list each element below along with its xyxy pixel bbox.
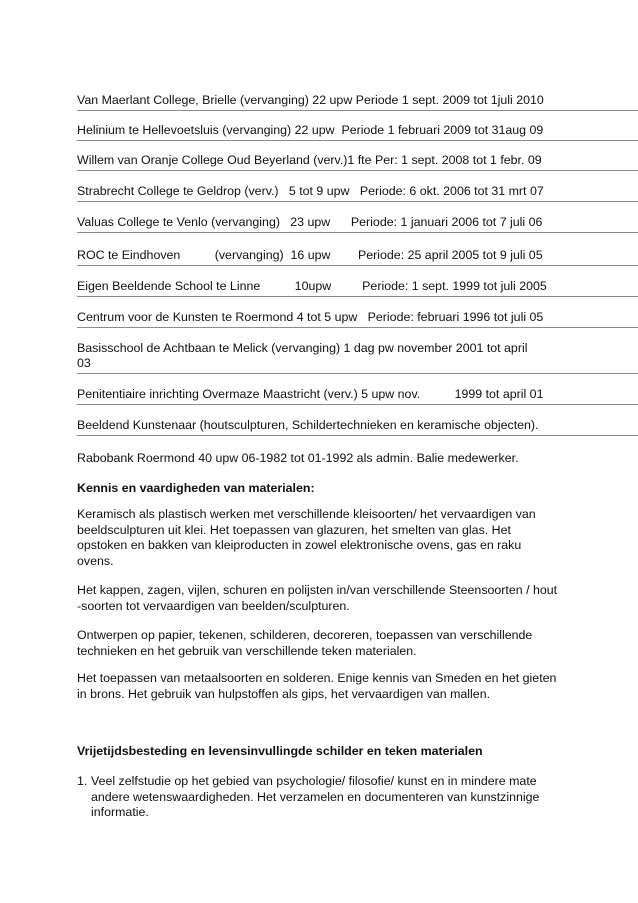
divider <box>77 170 638 171</box>
skills-paragraph: Ontwerpen op papier, tekenen, schilderen, decoreren, toepassen van verschillende technieken en het gebruik van verschillende teken materialen. <box>77 628 533 658</box>
experience-line: Eigen Beeldende School te Linne 10upw Periode: 1 sept. 1999 tot juli 2005 <box>77 279 547 293</box>
experience-line: Strabrecht College te Geldrop (verv.) 5 tot 9 upw Periode: 6 okt. 2006 tot 31 mrt 07 <box>77 184 544 198</box>
divider <box>77 373 638 374</box>
experience-line: Centrum voor de Kunsten te Roermond 4 tot 5 upw Periode: februari 1996 tot juli 05 <box>77 310 544 324</box>
experience-line: Basisschool de Achtbaan te Melick (vervanging) 1 dag pw november 2001 tot april <box>77 341 528 355</box>
experience-line: Beeldend Kunstenaar (houtsculpturen, Schildertechnieken en keramische objecten). <box>77 418 539 432</box>
experience-line: ROC te Eindhoven (vervanging) 16 upw Periode: 25 april 2005 tot 9 juli 05 <box>77 248 543 262</box>
list-item-number: 1. <box>77 774 88 788</box>
leisure-heading: Vrijetijdsbesteding en levensinvullingde schilder en teken materialen <box>77 744 483 758</box>
divider <box>77 201 638 202</box>
experience-line: Rabobank Roermond 40 upw 06-1982 tot 01-1992 als admin. Balie medewerker. <box>77 451 519 465</box>
experience-line: Penitentiaire inrichting Overmaze Maastricht (verv.) 5 upw nov. 1999 tot april 01 <box>77 387 544 401</box>
divider <box>77 404 638 405</box>
experience-line: 03 <box>77 356 91 370</box>
experience-line: Willem van Oranje College Oud Beyerland (verv.)1 fte Per: 1 sept. 2008 tot 1 febr. 09 <box>77 153 542 167</box>
divider <box>77 140 638 141</box>
divider <box>77 327 638 328</box>
divider <box>77 110 638 111</box>
divider <box>77 435 638 436</box>
experience-line: Helinium te Hellevoetsluis (vervanging) 22 upw Periode 1 februari 2009 tot 31aug 09 <box>77 123 544 137</box>
skills-paragraph: Keramisch als plastisch werken met verschillende kleisoorten/ het vervaardigen van beeldsculpturen uit klei. Het toepassen van glazuren, het smelten van glas. Het opstoken en bakken van kleiproducten in zowel elektronische ovens, gas en raku ovens. <box>77 507 536 568</box>
list-item-text: Veel zelfstudie op het gebied van psychologie/ filosofie/ kunst en in mindere mate andere wetenswaardigheden. Het verzamelen en documenteren van kunstzinnige informatie. <box>91 774 540 819</box>
experience-line: Van Maerlant College, Brielle (vervanging) 22 upw Periode 1 sept. 2009 tot 1juli 2010 <box>77 93 544 107</box>
divider <box>77 232 638 233</box>
skills-paragraph: Het kappen, zagen, vijlen, schuren en polijsten in/van verschillende Steensoorten / hout -soorten tot vervaardigen van beelden/sculpturen. <box>77 583 558 613</box>
experience-line: Valuas College te Venlo (vervanging) 23 upw Periode: 1 januari 2006 tot 7 juli 06 <box>77 215 543 229</box>
skills-heading: Kennis en vaardigheden van materialen: <box>77 481 315 495</box>
divider <box>77 296 638 297</box>
divider <box>77 265 638 266</box>
skills-paragraph: Het toepassen van metaalsoorten en solderen. Enige kennis van Smeden en het gieten in brons. Het gebruik van hulpstoffen als gips, het vervaardigen van mallen. <box>77 671 557 701</box>
